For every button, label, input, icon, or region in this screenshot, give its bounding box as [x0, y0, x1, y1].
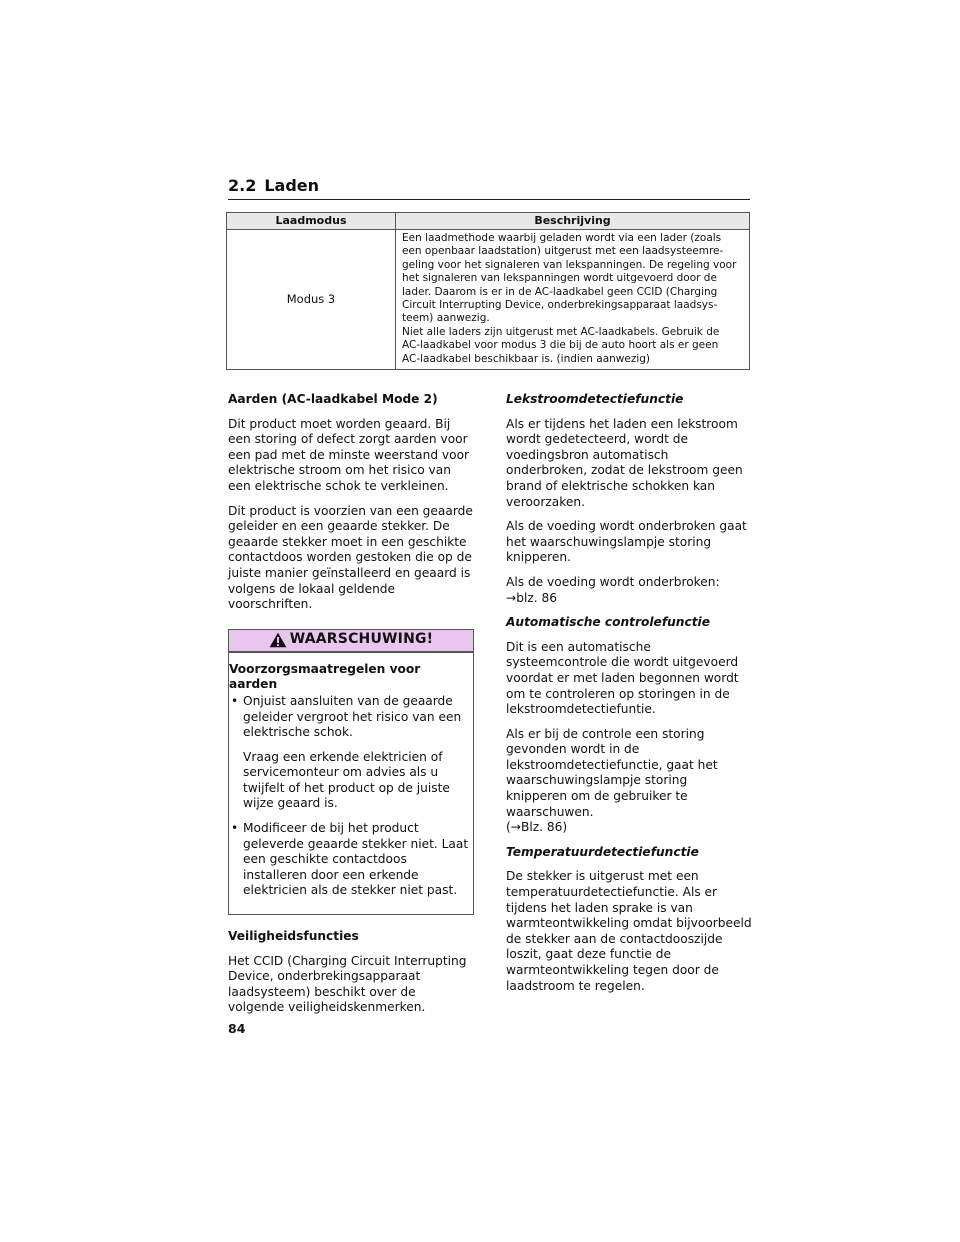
column-header-mode: Laadmodus [227, 213, 396, 230]
column-header-description: Beschrijving [396, 213, 750, 230]
auto-check-paragraph-2 [506, 727, 752, 836]
warning-box [228, 629, 474, 915]
table-header-row [227, 213, 750, 230]
warning-sub-paragraph: Vraag een erkende elektricien of servicemonteur om advies als u twijfelt of het product op de juiste wijze geaard is. [243, 749, 450, 811]
description-line: Niet alle laders zijn uitgerust met AC-laadkabels. Gebruik de [402, 325, 720, 338]
right-column [506, 392, 752, 1003]
warning-icon [269, 632, 287, 648]
auto-check-paragraph-1: Dit is een automatische systeemcontrole die wordt uitgevoerd voordat er met laden begonnen wordt om te controleren op storingen in de lekstroomdetectiefuntie. [506, 639, 739, 717]
leakage-paragraph-1: Als er tijdens het laden een lekstroom wordt gedetecteerd, wordt de voedingsbron automatisch onderbroken, zodat de lekstroom geen brand of elektrische schokken kan veroorzaken. [506, 416, 743, 509]
mode-cell: Modus 3 [227, 230, 396, 370]
auto-check-heading: Automatische controlefunctie [506, 615, 710, 630]
leakage-paragraph-2: Als de voeding wordt onderbroken gaat het waarschuwingslampje storing knipperen. [506, 519, 747, 565]
description-line: AC-laadkabel voor modus 3 die bij de auto hoort als er geen [402, 339, 719, 352]
earthing-heading: Aarden (AC-laadkabel Mode 2) [228, 392, 438, 406]
warning-body [229, 653, 473, 914]
warning-bullet: • Modificeer de bij het product geleverde geaarde stekker niet. Laat een geschikte contactdoos installeren door een erkende elektricien als de stekker niet past. [229, 821, 469, 899]
safety-heading: Veiligheidsfuncties [228, 929, 359, 944]
description-line: het signaleren van lekspanningen wordt uitgevoerd door de [402, 272, 717, 285]
description-line: teem) aanwezig. [402, 312, 490, 325]
warning-label: WAARSCHUWING! [289, 631, 434, 648]
section-title [228, 176, 750, 200]
leakage-paragraph-3 [506, 575, 752, 606]
page-reference-link[interactable]: →blz. 86 [506, 590, 557, 605]
warning-header [229, 630, 473, 653]
description-line: Een laadmethode waarbij geladen wordt via een lader (zoals [402, 232, 722, 244]
temperature-detection-heading: Temperatuurdetectiefunctie [506, 844, 699, 859]
section-number: 2.2 [228, 176, 257, 195]
description-line: geling voor het signaleren van lekspanningen. De regeling voor [402, 258, 737, 271]
section-name: Laden [264, 176, 320, 195]
page-reference-link[interactable]: (→Blz. 86) [506, 820, 568, 835]
description-line: een openbaar laadstation) uitgerust met een laadsysteemre- [402, 245, 724, 258]
description-cell [396, 230, 750, 370]
leakage-detection-heading: Lekstroomdetectiefunctie [506, 392, 684, 406]
earthing-paragraph-2: Dit product is voorzien van een geaarde geleider en een geaarde stekker. De geaarde stekker moet in een geschikte contactdoos worden gestoken die op de juiste manier geïnstalleerd en geaard is volgens de lokaal geldende voorschriften. [228, 503, 473, 612]
description-line: Circuit Interrupting Device, onderbrekingsapparaat laadsys- [402, 299, 718, 312]
warning-bullet: • Onjuist aansluiten van de geaarde geleider vergroot het risico van een elektrische schok. [229, 694, 469, 741]
description-line: AC-laadkabel beschikbaar is. (indien aanwezig) [402, 352, 651, 365]
left-column [228, 392, 474, 1025]
auto-check-text: Als er bij de controle een storing gevonden wordt in de lekstroomdetectiefunctie, gaat het waarschuwingslampje storing knipperen om de gebruiker te waarschuwen. [506, 726, 718, 819]
power-interrupted-text: Als de voeding wordt onderbroken: [506, 574, 720, 589]
description-line: lader. Daarom is er in de AC-laadkabel geen CCID (Charging [402, 285, 718, 298]
table-row [227, 230, 750, 370]
warning-title: Voorzorgsmaatregelen voor aarden [229, 661, 421, 692]
earthing-paragraph-1: Dit product moet worden geaard. Bij een storing of defect zorgt aarden voor een pad met de minste weerstand voor elektrische stroom om het risico van een elektrische schok te verkleinen. [228, 416, 470, 493]
page-number: 84 [228, 1021, 246, 1036]
charging-mode-table [226, 212, 750, 370]
safety-paragraph: Het CCID (Charging Circuit Interrupting Device, onderbrekingsapparaat laadsysteem) beschikt over de volgende veiligheidskenmerken. [228, 953, 467, 1015]
temperature-paragraph: De stekker is uitgerust met een temperatuurdetectiefunctie. Als er tijdens het laden sprake is van warmteontwikkeling omdat bijvoorbeeld de stekker aan de contactdooszijde loszit, gaat deze functie de warmteontwikkeling tegen door de laadstroom te regelen. [506, 869, 752, 993]
